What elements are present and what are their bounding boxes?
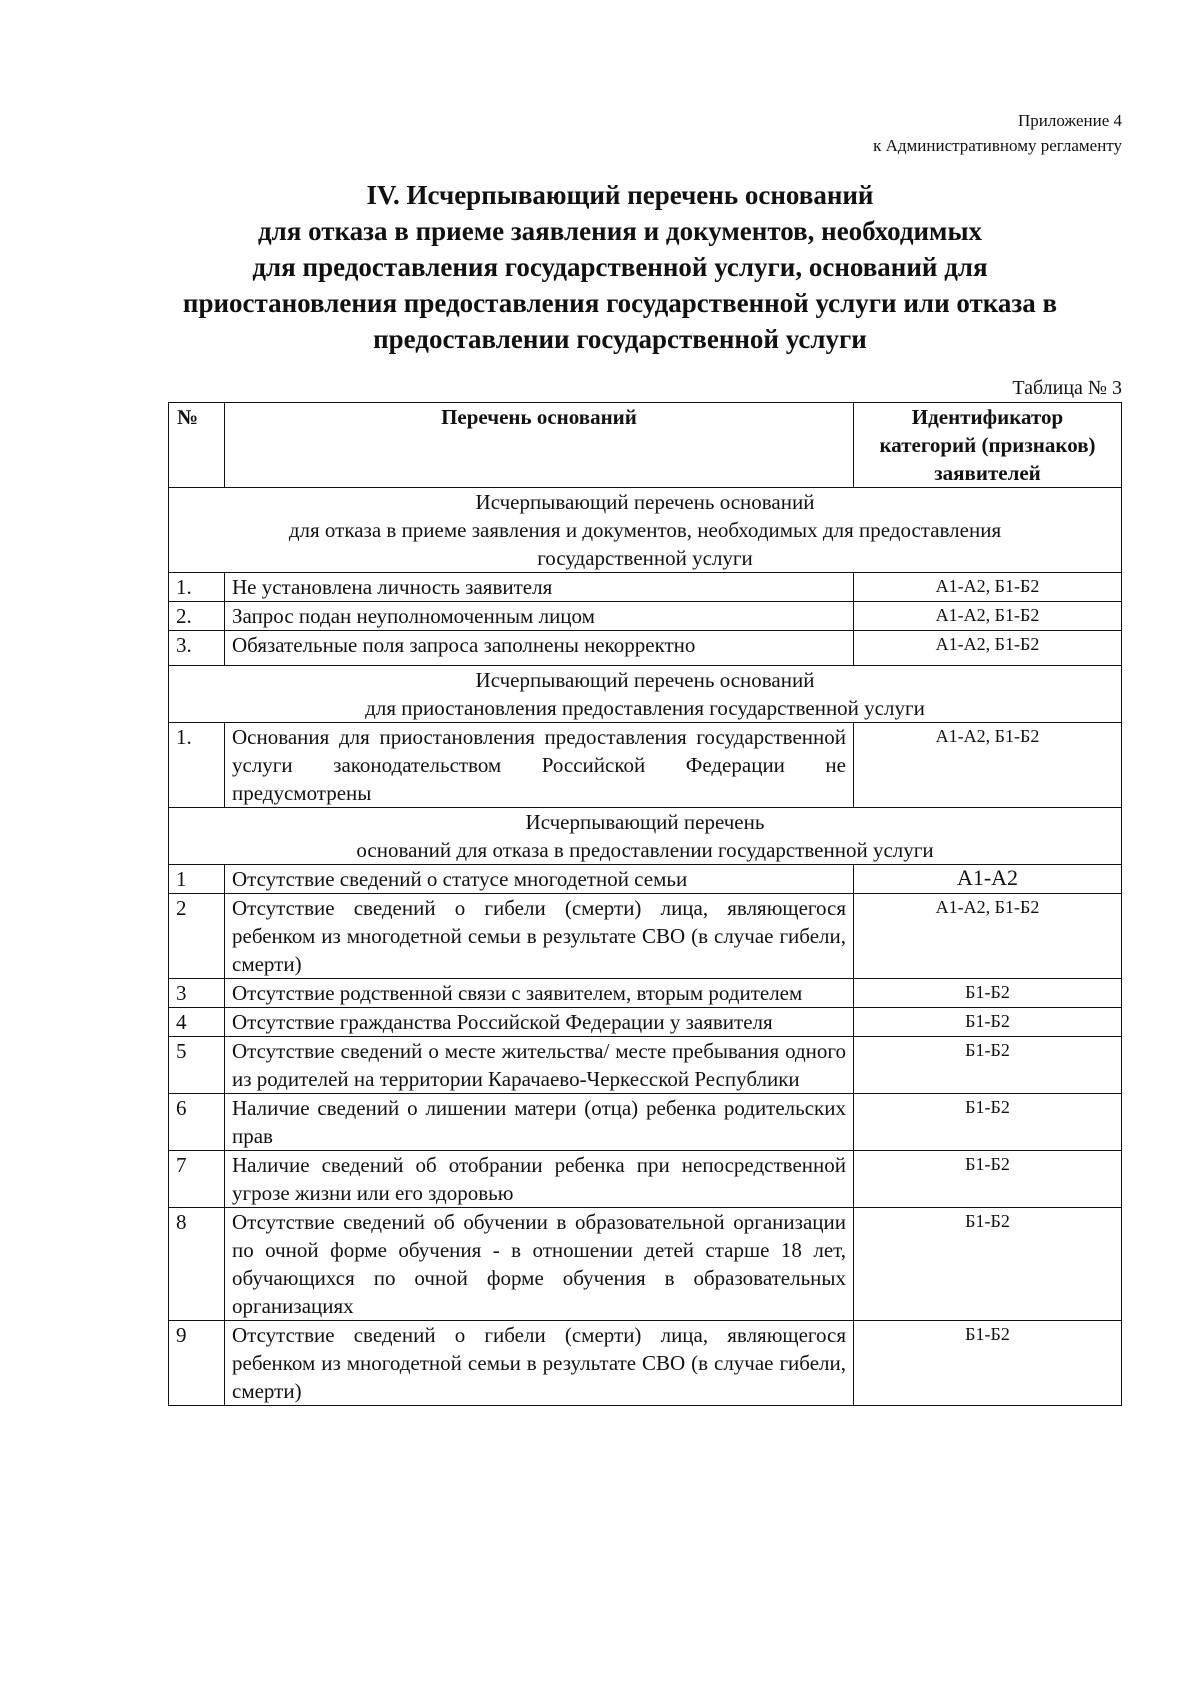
row-text: Обязательные поля запроса заполнены некорректно (225, 631, 854, 666)
section-heading-line: Исчерпывающий перечень оснований (475, 668, 815, 692)
header-number: № (169, 403, 225, 488)
table-row (169, 723, 1122, 808)
row-number: 1 (169, 865, 225, 894)
title-line: приостановления предоставления государственной услуги или отказа в (182, 288, 1058, 318)
title-line: IV. Исчерпывающий перечень оснований (366, 180, 874, 210)
row-text: Наличие сведений о лишении матери (отца) ребенка родительских прав (225, 1094, 854, 1151)
section-heading (169, 666, 1122, 723)
table-row (169, 1321, 1122, 1406)
title-line: для отказа в приеме заявления и документов, необходимых (257, 216, 983, 246)
section-heading-line: для приостановления предоставления государственной услуги (365, 696, 925, 720)
row-text: Не установлена личность заявителя (225, 573, 854, 602)
row-identifier: А1-А2 (854, 865, 1122, 894)
table-row (169, 602, 1122, 631)
row-number: 4 (169, 1008, 225, 1037)
table-header-row (169, 403, 1122, 488)
row-identifier: А1-А2, Б1-Б2 (854, 602, 1122, 631)
section-title (160, 177, 1080, 357)
row-number: 7 (169, 1151, 225, 1208)
row-text: Отсутствие сведений об обучении в образовательной организации по очной форме обучения - в отношении детей старше 18 лет, обучающихся по очной форме обучения в образовательных организациях (225, 1208, 854, 1321)
appendix-line-1: Приложение 4 (1018, 111, 1122, 130)
row-identifier: А1-А2, Б1-Б2 (854, 631, 1122, 666)
header-identifier: Идентификатор категорий (признаков) заявителей (854, 403, 1122, 488)
row-text: Запрос подан неуполномоченным лицом (225, 602, 854, 631)
table-row (169, 631, 1122, 666)
table-row (169, 1208, 1122, 1321)
table-row (169, 865, 1122, 894)
row-identifier: Б1-Б2 (854, 1008, 1122, 1037)
row-text: Основания для приостановления предоставления государственной услуги законодательством Российской Федерации не предусмотрены (225, 723, 854, 808)
appendix-line-2: к Административному регламенту (873, 136, 1122, 155)
row-identifier: Б1-Б2 (854, 1094, 1122, 1151)
table-row (169, 573, 1122, 602)
section-heading-line: для отказа в приеме заявления и документов, необходимых для предоставления (288, 518, 1002, 542)
row-number: 9 (169, 1321, 225, 1406)
row-text: Отсутствие гражданства Российской Федерации у заявителя (225, 1008, 854, 1037)
table-row (169, 1094, 1122, 1151)
table-row (169, 1037, 1122, 1094)
row-number: 2 (169, 894, 225, 979)
row-number: 6 (169, 1094, 225, 1151)
row-identifier: А1-А2, Б1-Б2 (854, 894, 1122, 979)
header-grounds: Перечень оснований (225, 403, 854, 488)
grounds-table (168, 402, 1122, 1406)
row-text: Отсутствие сведений о гибели (смерти) лица, являющегося ребенком из многодетной семьи в результате СВО (в случае гибели, смерти) (225, 894, 854, 979)
row-identifier: Б1-Б2 (854, 1208, 1122, 1321)
row-number: 2. (169, 602, 225, 631)
table-row (169, 979, 1122, 1008)
row-identifier: Б1-Б2 (854, 979, 1122, 1008)
table-number: Таблица № 3 (1012, 377, 1122, 399)
row-identifier: Б1-Б2 (854, 1321, 1122, 1406)
section-heading-line: Исчерпывающий перечень оснований (475, 490, 815, 514)
row-identifier: Б1-Б2 (854, 1151, 1122, 1208)
row-number: 8 (169, 1208, 225, 1321)
section-heading-line: государственной услуги (537, 546, 753, 570)
row-number: 3. (169, 631, 225, 666)
row-identifier: Б1-Б2 (854, 1037, 1122, 1094)
row-identifier: А1-А2, Б1-Б2 (854, 723, 1122, 808)
row-number: 1. (169, 723, 225, 808)
row-number: 5 (169, 1037, 225, 1094)
row-text: Отсутствие сведений о гибели (смерти) лица, являющегося ребенком из многодетной семьи в результате СВО (в случае гибели, смерти) (225, 1321, 854, 1406)
row-number: 3 (169, 979, 225, 1008)
section-heading-row (169, 808, 1122, 865)
section-heading-line: оснований для отказа в предоставлении государственной услуги (356, 838, 934, 862)
table-row (169, 894, 1122, 979)
title-line: для предоставления государственной услуги, оснований для (252, 252, 988, 282)
row-text: Отсутствие родственной связи с заявителем, вторым родителем (225, 979, 854, 1008)
row-text: Отсутствие сведений о статусе многодетной семьи (225, 865, 854, 894)
row-number: 1. (169, 573, 225, 602)
section-heading-line: Исчерпывающий перечень (525, 810, 765, 834)
title-line: предоставлении государственной услуги (373, 324, 867, 354)
table-row (169, 1151, 1122, 1208)
row-text: Наличие сведений об отобрании ребенка при непосредственной угрозе жизни или его здоровью (225, 1151, 854, 1208)
section-heading (169, 488, 1122, 573)
section-heading-row (169, 666, 1122, 723)
table-row (169, 1008, 1122, 1037)
section-heading (169, 808, 1122, 865)
row-text: Отсутствие сведений о месте жительства/ месте пребывания одного из родителей на территории Карачаево-Черкесской Республики (225, 1037, 854, 1094)
section-heading-row (169, 488, 1122, 573)
appendix-note (873, 108, 1122, 158)
row-identifier: А1-А2, Б1-Б2 (854, 573, 1122, 602)
